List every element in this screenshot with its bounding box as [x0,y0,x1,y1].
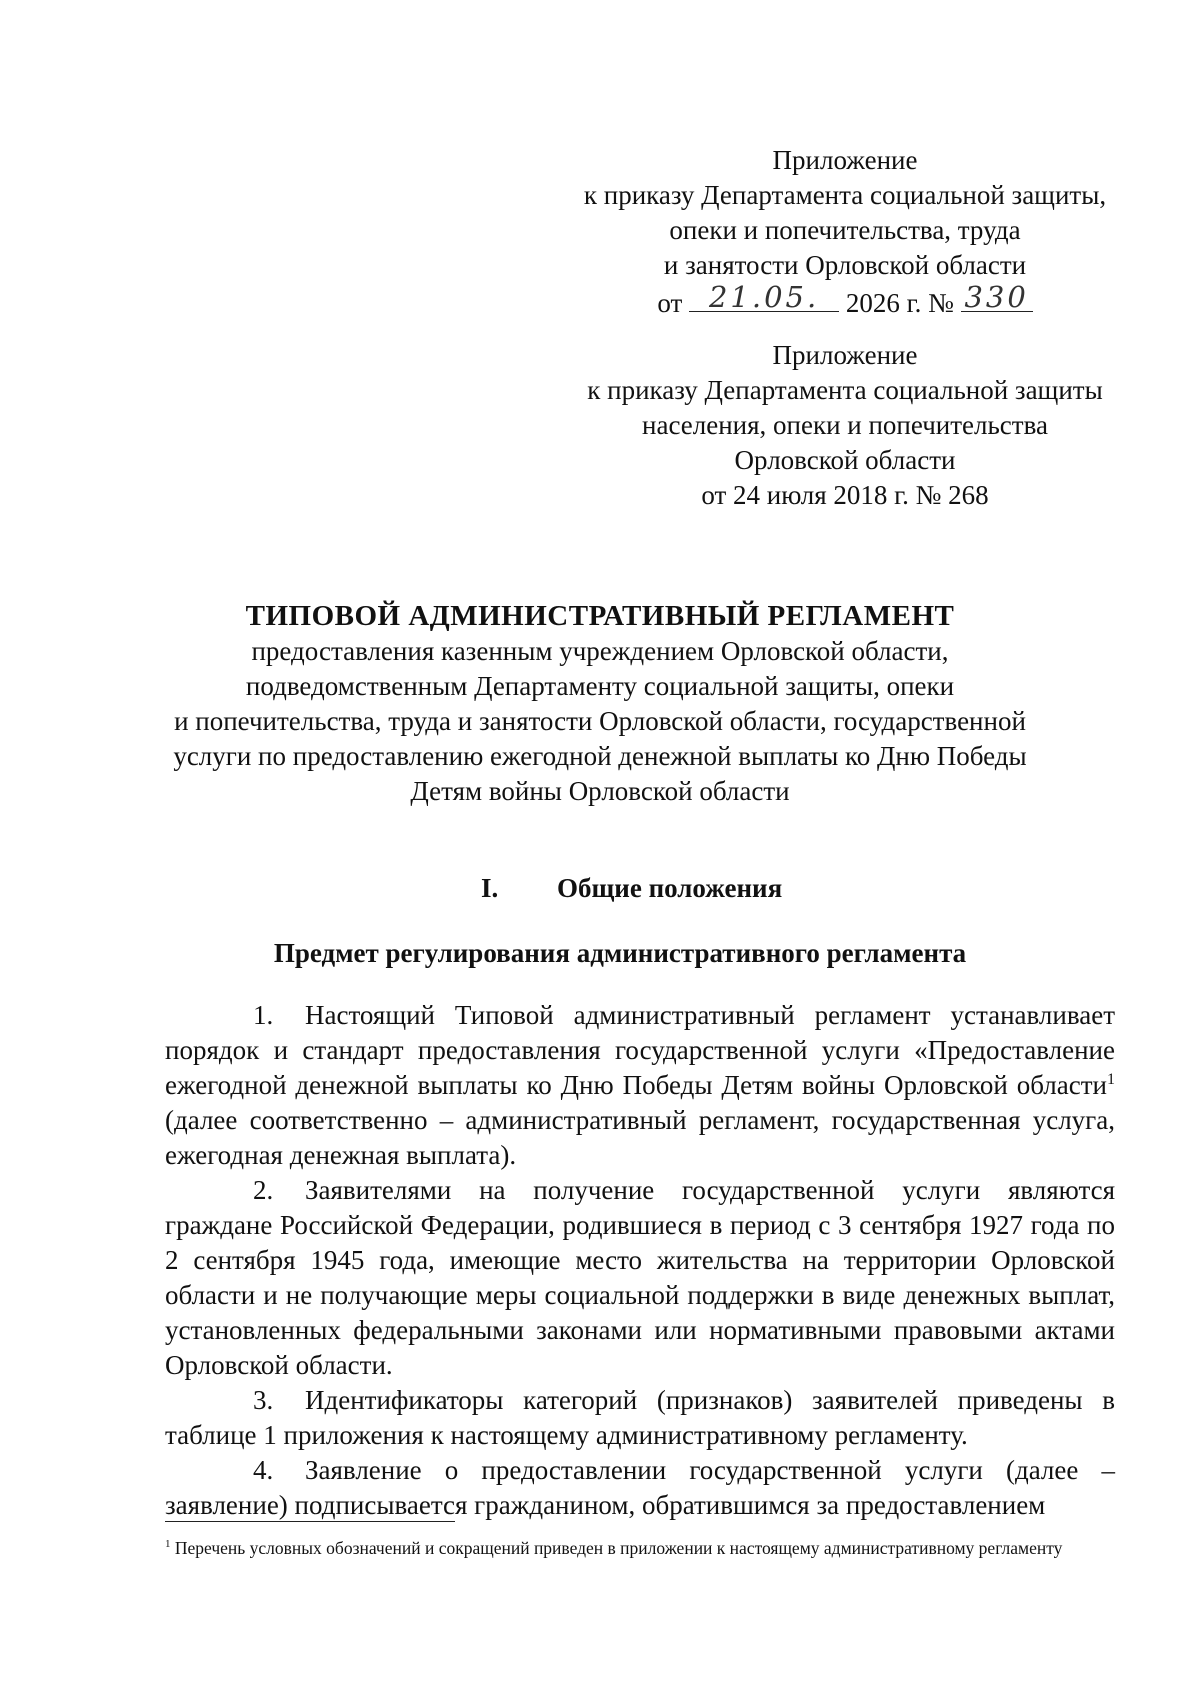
appendix-label: Приложение [772,145,918,175]
paragraph-3 [165,1383,1115,1453]
section-title: Общие положения [557,873,783,903]
handwritten-date-field [689,280,839,314]
handwritten-date: 21.05. [708,280,820,314]
subtitle-line: предоставления казенным учреждением Орловской области, [251,636,949,666]
subtitle-line: Детям войны Орловской области [410,776,790,806]
appendix-order-line: населения, опеки и попечительства [642,410,1048,440]
footnote-divider [165,1521,455,1522]
appendix-order-line: Орловской области [734,445,956,475]
appendix-date-line [560,280,1130,321]
appendix-order-line: опеки и попечительства, труда [669,215,1021,245]
subtitle-line: подведомственным Департаменту социальной защиты, опеки [245,671,955,701]
paragraph-1 [165,998,1115,1173]
subtitle-line: и попечительства, труда и занятости Орловской области, государственной [174,706,1026,736]
handwritten-number: 330 [964,280,1029,314]
appendix-order-line: к приказу Департамента социальной защиты [587,375,1103,405]
appendix-date-line: от 24 июля 2018 г. № 268 [701,480,989,510]
date-prefix: от [657,288,683,318]
paragraph-2 [165,1173,1115,1383]
appendix-header-previous [560,338,1130,513]
footnote-text: Перечень условных обозначений и сокращений приведен в приложении к настоящему административному регламенту [170,1537,1063,1558]
year-text: 2026 г. № [845,288,954,318]
paragraph-4 [165,1453,1115,1523]
paragraph-text: Настоящий Типовой административный регламент устанавливает порядок и стандарт предоставления государственной услуги «Предоставление ежегодной денежной выплаты ко Дню Победы Детям войны Орловской области [165,1000,1115,1100]
paragraph-text: Заявление о предоставлении государственной услуги (далее – заявление) подписывается гражданином, обратившимся за предоставлением [165,1455,1115,1520]
paragraph-text: Заявителями на получение государственной услуги являются граждане Российской Федерации, родившиеся в период с 3 сентября 1927 года по 2 сентября 1945 года, имеющие место жительства на территории Орловской области и не получающие меры социальной поддержки в виде денежных выплат, установленных федеральными законами или нормативными правовыми актами Орловской области. [165,1175,1115,1380]
document-subtitle [140,634,1060,809]
subtitle-line: услуги по предоставлению ежегодной денежной выплаты ко Дню Победы [173,741,1027,771]
appendix-order-line: и занятости Орловской области [663,250,1027,280]
paragraph-number: 4. [253,1455,274,1485]
paragraph-text: Идентификаторы категорий (признаков) заявителей приведены в таблице 1 приложения к настоящему административному регламенту. [165,1385,1115,1450]
paragraph-text: (далее соответственно – административный регламент, государственная услуга, ежегодная денежная выплата). [165,1105,1115,1170]
subsection-heading: Предмет регулирования административного регламента [273,938,967,968]
paragraph-number: 3. [253,1385,274,1415]
appendix-header-current [560,143,1130,321]
body-text [165,998,1115,1523]
appendix-label: Приложение [772,340,918,370]
paragraph-number: 2. [253,1175,274,1205]
footnote-ref: 1 [1107,1071,1115,1088]
handwritten-number-field [961,280,1033,314]
document-title: ТИПОВОЙ АДМИНИСТРАТИВНЫЙ РЕГЛАМЕНТ [245,600,955,632]
footnote [165,1532,1115,1561]
footnote-mark: 1 [165,1538,171,1550]
paragraph-number: 1. [253,1000,274,1030]
appendix-order-line: к приказу Департамента социальной защиты, [583,180,1107,210]
section-numeral: I. [481,873,499,903]
document-title-block [140,598,1060,809]
